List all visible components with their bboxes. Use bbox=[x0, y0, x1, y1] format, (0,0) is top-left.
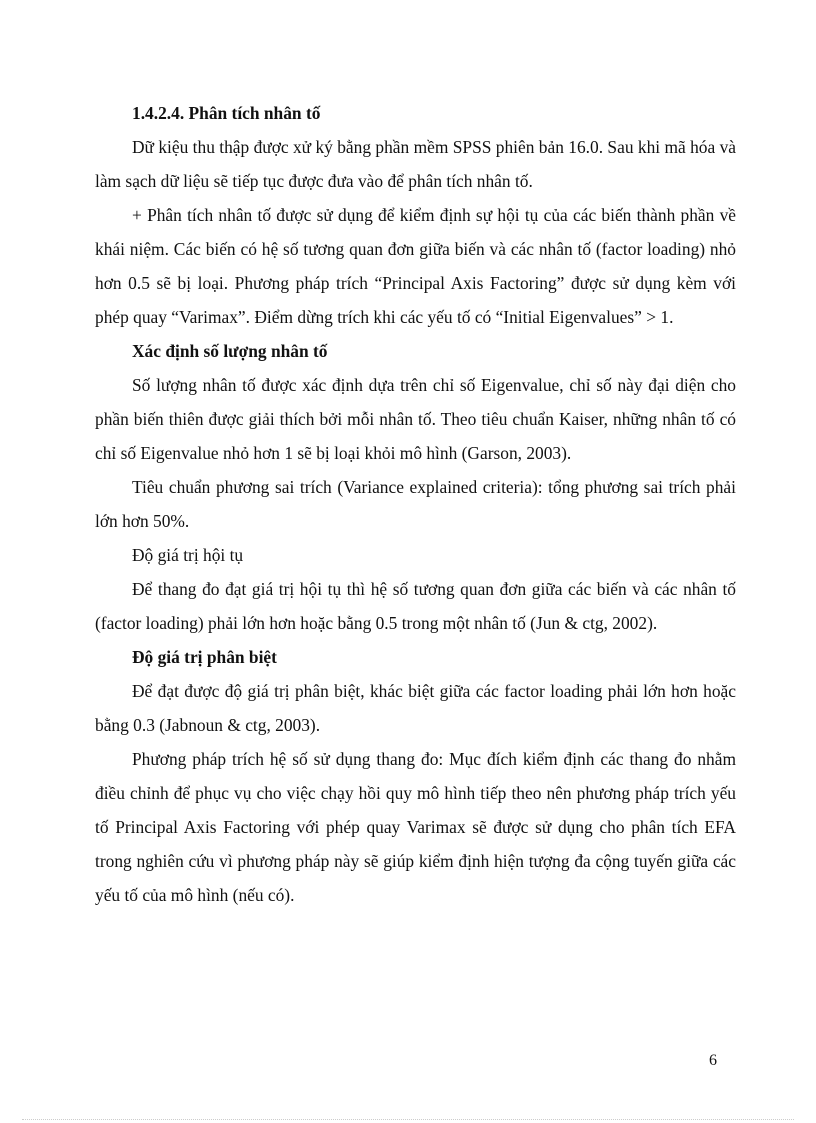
factor-count-heading: Xác định số lượng nhân tố bbox=[132, 341, 328, 361]
page-number: 6 bbox=[709, 1052, 717, 1069]
convergent-heading: Độ giá trị hội tụ bbox=[132, 545, 244, 565]
method-paragraph: Phương pháp trích hệ số sử dụng thang đo: Mục đích kiểm định các thang đo nhằm điều chỉnh để phục vụ cho việc chạy hồi quy mô hình tiếp theo nên phương pháp trích yếu tố Principal Axis Factoring với phép quay Varimax sẽ được sử dụng cho phân tích EFA trong nghiên cứu vì phương pháp này sẽ giúp kiểm định hiện tượng đa cộng tuyến giữa các yếu tố của mô hình (nếu có). bbox=[95, 749, 736, 905]
section-heading: 1.4.2.4. Phân tích nhân tố bbox=[132, 103, 321, 123]
intro-paragraph: Dữ kiệu thu thập được xử ký bằng phần mềm SPSS phiên bản 16.0. Sau khi mã hóa và làm sạch dữ liệu sẽ tiếp tục được đưa vào để phân tích nhân tố. bbox=[95, 137, 736, 191]
convergent-paragraph: Để thang đo đạt giá trị hội tụ thì hệ số tương quan đơn giữa các biến và các nhân tố (factor loading) phải lớn hơn hoặc bằng 0.5 trong một nhân tố (Jun & ctg, 2002). bbox=[95, 579, 736, 633]
page-content bbox=[95, 96, 736, 912]
page-divider bbox=[22, 1119, 794, 1120]
factor-analysis-paragraph: + Phân tích nhân tố được sử dụng để kiểm định sự hội tụ của các biến thành phần về khái niệm. Các biến có hệ số tương quan đơn giữa biến và các nhân tố (factor loading) nhỏ hơn 0.5 sẽ bị loại. Phương pháp trích “Principal Axis Factoring” được sử dụng kèm với phép quay “Varimax”. Điểm dừng trích khi các yếu tố có “Initial Eigenvalues” > 1. bbox=[95, 205, 736, 327]
variance-paragraph: Tiêu chuẩn phương sai trích (Variance explained criteria): tổng phương sai trích phải lớn hơn 50%. bbox=[95, 477, 736, 531]
factor-count-paragraph: Số lượng nhân tố được xác định dựa trên chỉ số Eigenvalue, chỉ số này đại diện cho phần biến thiên được giải thích bởi mỗi nhân tố. Theo tiêu chuẩn Kaiser, những nhân tố có chỉ số Eigenvalue nhỏ hơn 1 sẽ bị loại khỏi mô hình (Garson, 2003). bbox=[95, 375, 736, 463]
discriminant-heading: Độ giá trị phân biệt bbox=[132, 647, 277, 667]
discriminant-paragraph: Để đạt được độ giá trị phân biệt, khác biệt giữa các factor loading phải lớn hơn hoặc bằng 0.3 (Jabnoun & ctg, 2003). bbox=[95, 681, 736, 735]
